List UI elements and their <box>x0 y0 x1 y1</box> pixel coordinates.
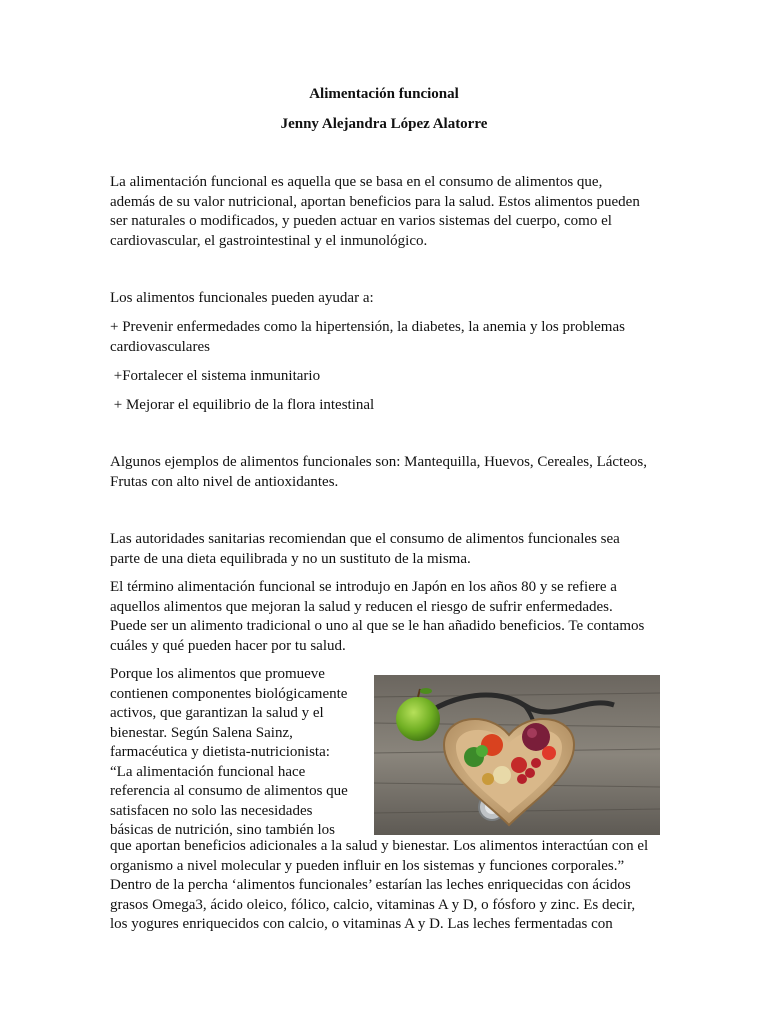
benefits-lead: Los alimentos funcionales pueden ayudar a: <box>110 290 374 306</box>
wrapped-line: activos, que garantizan la salud y el <box>110 705 324 721</box>
document-title: Alimentación funcional <box>309 86 459 102</box>
wrapped-line: contienen componentes biológicamente <box>110 685 348 702</box>
benefit-item: + Prevenir enfermedades como la hipertensión, la diabetes, la anemia y los problemas cardiovasculares <box>110 319 625 355</box>
continued-paragraph: que aportan beneficios adicionales a la salud y bienestar. Los alimentos interactúan con el organismo a nivel molecular y pueden influir en los sistemas y funciones corporales.” Dentro de la percha ‘alimentos funcionales’ estarían las leches enriquecidas con ácidos grasos Omega3, ácido oleico, fólico, calcio, vitaminas A y D, o fósforo y zinc. Es decir, los yogures enriquecidos con calcio, o vitaminas A y D. Las leches fermentadas con <box>110 838 649 932</box>
examples-paragraph: Algunos ejemplos de alimentos funcionales son: Mantequilla, Huevos, Cereales, Lácteos, Frutas con alto nivel de antioxidantes. <box>110 454 647 490</box>
intro-paragraph: La alimentación funcional es aquella que se basa en el consumo de alimentos que, además de su valor nutricional, aportan beneficios para la salud. Estos alimentos pueden ser naturales o modificados, y pueden actuar en varios sistemas del cuerpo, como el cardiovascular, el gastrointestinal y el inmunológico. <box>110 174 640 249</box>
wrapped-line: “La alimentación funcional hace <box>110 763 306 780</box>
wrapped-line: bienestar. Según Salena Sainz, <box>110 724 293 741</box>
wrapped-line: satisfacen no solo las necesidades <box>110 802 313 819</box>
wrapped-line: referencia al consumo de alimentos que <box>110 783 348 799</box>
authorities-paragraph: Las autoridades sanitarias recomiendan que el consumo de alimentos funcionales sea parte de una dieta equilibrada y no un sustituto de la misma. <box>110 531 620 567</box>
heart-bowl-food-photo <box>374 675 660 835</box>
wrapped-line: Porque los alimentos que promueve <box>110 666 325 682</box>
document-author: Jenny Alejandra López Alatorre <box>280 116 488 132</box>
benefit-item: +Fortalecer el sistema inmunitario <box>110 368 321 384</box>
benefit-item: + Mejorar el equilibrio de la flora intestinal <box>110 397 375 413</box>
wrapped-line: farmacéutica y dietista-nutricionista: <box>110 744 330 760</box>
origin-paragraph: El término alimentación funcional se introdujo en Japón en los años 80 y se refiere a aquellos alimentos que mejoran la salud y reducen el riesgo de sufrir enfermedades. Puede ser un alimento tradicional o uno al que se le han añadido beneficios. Te contamos cuáles y qué pueden hacer por tu salud. <box>110 579 645 654</box>
wrapped-paragraph <box>110 665 370 841</box>
wrapped-line: básicas de nutrición, sino también los <box>110 822 335 838</box>
